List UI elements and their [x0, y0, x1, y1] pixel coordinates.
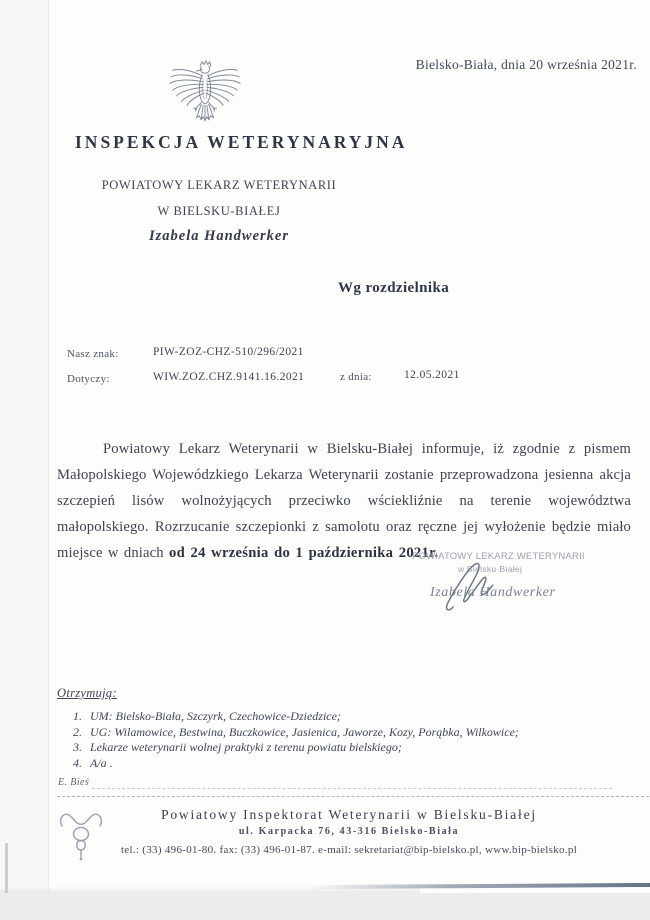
distribution-item	[73, 740, 402, 755]
footer-org-name: Powiatowy Inspektorat Weterynarii w Bielsku-Białej	[161, 807, 537, 822]
our-ref-value: PIW-ZOZ-CHZ-510/296/2021	[153, 346, 304, 358]
sender-office-line2: W BIELSKU-BIAŁEJ	[157, 204, 281, 218]
inspection-title: INSPEKCJA WETERYNARYJNA	[75, 132, 408, 152]
signatory-name: Izabela Handwerker	[430, 585, 556, 600]
regarding-value: WIW.ZOZ.CHZ.9141.16.2021	[153, 371, 305, 383]
stamp-office-line1: POWIATOWY LEKARZ WETERYNARII	[412, 551, 585, 562]
scan-left-margin	[0, 0, 48, 893]
sender-name: Izabela Handwerker	[148, 228, 290, 244]
body-text: Powiatowy Lekarz Weterynarii w Bielsku-Białej informuje, iż zgodnie z pismem Małopolskiego Wojewódzkiego Lekarza Weterynarii zostanie przeprowadzona jesienna akcja szczepień lisów wolnożyjących przeciwko wściekliźnie na terenie województwa małopolskiego. Rozrzucanie szczepionki z samolotu oraz ręczne jej wyłożenie będzie miało miejsce w dniach	[57, 441, 631, 561]
item-text: Lekarze weterynarii wolnej praktyki z terenu powiatu bielskiego;	[90, 740, 402, 754]
clerk-initials: E. Bieś	[58, 777, 90, 788]
dotted-separator-upper	[92, 788, 612, 789]
item-number: 3.	[73, 740, 82, 754]
polish-eagle-emblem-icon	[167, 58, 243, 130]
scan-bottom-background	[0, 893, 650, 920]
item-text: A/a .	[90, 756, 113, 770]
footer-address: ul. Karpacka 76, 43-316 Bielsko-Biała	[238, 826, 460, 837]
regarding-label: Dotyczy:	[67, 373, 110, 385]
item-text: UM: Bielsko-Biała, Szczyrk, Czechowice-Dziedzice;	[90, 709, 341, 723]
scan-page-edge-line	[48, 0, 49, 893]
sender-block	[57, 178, 381, 245]
distribution-heading: Otrzymują:	[57, 686, 117, 700]
scan-left-artifact-bar	[5, 843, 8, 893]
stamp-office-line2: w Bielsku-Białej	[457, 564, 523, 574]
distribution-item	[73, 709, 341, 724]
item-number: 1.	[73, 709, 82, 723]
dotted-separator-lower	[57, 796, 649, 797]
footer-letterhead	[48, 807, 650, 856]
item-number: 2.	[73, 725, 82, 739]
distribution-item	[73, 725, 519, 740]
footer-contact-line: tel.: (33) 496-01-80. fax: (33) 496-01-87. e-mail: sekretariat@bip-bielsko.pl, www.bip-bielsko.pl	[120, 844, 578, 856]
letter-date: Bielsko-Biała, dnia 20 września 2021r.	[415, 57, 637, 72]
distribution-item	[73, 756, 113, 771]
body-text-bold-dates: od 24 września do 1 października 2021r.	[169, 545, 439, 561]
item-number: 4.	[73, 756, 82, 770]
our-ref-label: Nasz znak:	[67, 348, 119, 360]
scan-page-bottom-edge	[308, 883, 650, 889]
letter-body-paragraph	[57, 436, 631, 566]
sender-office-line1: POWIATOWY LEKARZ WETERYNARII	[101, 178, 337, 192]
addressee-line: Wg rozdzielnika	[338, 280, 450, 296]
of-date-value: 12.05.2021	[404, 369, 460, 381]
of-date-label: z dnia:	[340, 371, 372, 383]
item-text: UG: Wilamowice, Bestwina, Buczkowice, Jasienica, Jaworze, Kozy, Porąbka, Wilkowice;	[90, 725, 519, 739]
